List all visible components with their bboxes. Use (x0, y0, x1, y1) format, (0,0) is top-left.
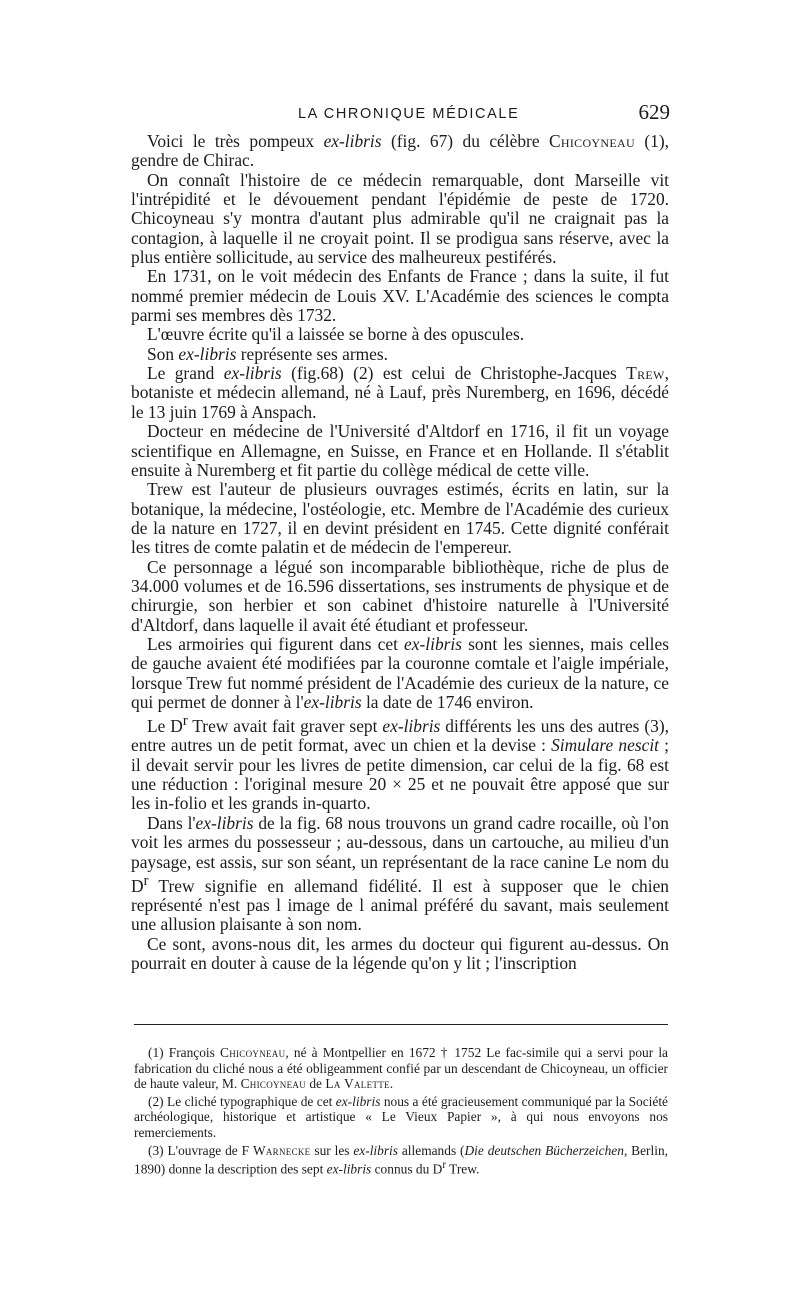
paragraph (131, 267, 669, 325)
text-run: sur les (310, 1142, 354, 1158)
text-run: , botaniste et médecin allemand, né à Lauf, près Nuremberg, en 1696, décédé le 13 juin 1769 à Anspach. (131, 363, 670, 422)
text-run: Voici le très pompeux (147, 131, 324, 151)
small-caps-name: Chicoyneau (548, 131, 635, 151)
superscript: r (442, 1159, 447, 1172)
footnotes (134, 1045, 668, 1179)
text-run: (fig.68) (2) est celui de Christophe-Jacques (281, 363, 627, 384)
text-run: différents les uns des autres (3), entre autres un de petit format, avec un chien et la devise : (131, 716, 670, 756)
text-run: On connaît l'histoire de ce médecin remarquable, dont Marseille vit l'intrépidité et le dévouement pendant l'épidémie de peste de 1720. Chicoyneau s'y montra d'autant plus admirable qu'il ne craignait pas la contagion, à laquelle il ne croyait point. Il se prodigua sans réserve, avec la plus entière sollicitude, au service des malheureux pestiférés. (131, 169, 669, 268)
italic-text: Simulare nescit (551, 735, 659, 756)
text-run: Trew est l'auteur de plusieurs ouvrages estimés, écrits en latin, sur la botanique, la médecine, l'ostéologie, etc. Membre de l'Académie des curieux de la nature en 1727, il en devint président en 1745. Cette dignité conférait les titres de comte palatin et de médecin de l'empereur. (131, 479, 669, 558)
paragraph (131, 635, 669, 712)
italic-text: ex-libris (353, 1142, 398, 1158)
paragraph (131, 712, 669, 814)
text-run: En 1731, on le voit médecin des Enfants de France ; dans la suite, il fut nommé premier médecin de Louis XV. L'Académie des sciences le compta parmi ses membres dès 1732. (131, 266, 669, 326)
text-run: Ce personnage a légué son incomparable bibliothèque, riche de plus de 34.000 volumes et de 16.596 dissertations, ses instruments de physique et de chirurgie, son herbier et son cabinet d'histoire naturelle à l'Université d'Altdorf, dans laquelle il avait été étudiant et professeur. (131, 556, 669, 635)
italic-text: ex-libris (223, 363, 282, 384)
text-run: Trew. (446, 1161, 480, 1177)
italic-text: ex-libris (178, 343, 237, 364)
italic-text: ex-libris (195, 812, 254, 833)
text-run: (1) François (148, 1045, 220, 1060)
text-run: , né à Montpellier en 1672 † 1752 Le fac-simile qui a servi pour la fabrication du cliché nous a été obligeamment confié par un descendant de Chicoyneau, un officier de haute valeur, M. (134, 1045, 668, 1092)
text-run: (fig. 67) du célèbre (381, 131, 549, 151)
italic-text: ex-libris (382, 716, 441, 737)
text-run: ; il devait servir pour les livres de petite dimension, car celui de la fig. 68 est une réduction : l'original mesure 20 × 25 et ne pouvait être apposé que sur les in-folio et les grands in-quarto. (131, 735, 669, 814)
text-run: Ce sont, avons-nous dit, les armes du docteur qui figurent au-dessus. On pourrait en douter à cause de la légende qu'on y lit ; l'inscription (131, 933, 669, 974)
text-run: Les armoiries qui figurent dans cet (147, 633, 405, 654)
text-run: (1), gendre de Chirac. (131, 131, 669, 171)
paragraph (131, 345, 669, 364)
italic-text: ex-libris (404, 633, 463, 654)
small-caps-name: La Valette (325, 1076, 390, 1092)
text-run: Le grand (147, 363, 224, 384)
italic-text: ex-libris (323, 131, 382, 151)
text-run: Trew signifie en allemand fidélité. Il est à supposer que le chien représenté n'est pas l image de l animal préféré du savant, mais seulement une allusion plaisante à son nom. (131, 875, 669, 935)
paragraph (131, 364, 669, 422)
text-run: Trew avait fait graver sept (187, 716, 383, 737)
paragraph (131, 558, 669, 635)
paragraph (131, 325, 669, 344)
text-run: Son (147, 343, 179, 364)
footnote (134, 1045, 668, 1092)
text-run: de (306, 1076, 326, 1092)
page-number: 629 (638, 100, 670, 124)
main-text (131, 132, 669, 973)
paragraph (131, 422, 669, 480)
text-run: . (389, 1076, 394, 1092)
superscript: r (182, 713, 188, 730)
text-run: , Berlin, 1890) donne la description des sept (134, 1142, 668, 1177)
text-run: connus du D (371, 1161, 443, 1177)
text-run: Le D (147, 716, 183, 737)
paragraph (131, 480, 669, 557)
text-run: Dans l' (147, 812, 196, 833)
text-run: L'œuvre écrite qu'il a laissée se borne à des opuscules. (147, 324, 525, 345)
paragraph (131, 171, 669, 268)
paragraph (131, 814, 669, 935)
text-run: Docteur en médecine de l'Université d'Altdorf en 1716, il fit un voyage scientifique en Allemagne, en Suisse, en France et en Hollande. Il s'établit ensuite à Nuremberg et fit partie du collège médical de cette ville. (131, 421, 669, 480)
superscript: r (143, 872, 149, 889)
italic-text: ex-libris (303, 691, 362, 712)
footnote (134, 1094, 668, 1141)
paragraph (131, 935, 669, 974)
text-run: la date de 1746 environ. (361, 691, 534, 712)
text-run: (3) L'ouvrage de F (148, 1142, 253, 1158)
text-run: allemands ( (397, 1142, 465, 1158)
text-run: (2) Le cliché typographique de cet (148, 1093, 336, 1109)
small-caps-name: Trew (626, 363, 665, 384)
italic-text: ex-libris (335, 1093, 381, 1109)
paragraph (131, 132, 669, 171)
text-run: nous a été gracieusement communiqué par la Société archéologique, historique et artistique « Le Vieux Papier », à qui nous envoyons nos remerciements. (134, 1093, 668, 1140)
text-run: représente ses armes. (236, 343, 389, 364)
italic-text: ex-libris (326, 1161, 372, 1177)
text-run: de la fig. 68 nous trouvons un grand cadre rocaille, où l'on voit les armes du possesseur ; au-dessous, dans un cartouche, au milieu d'un paysage, est assis, sur son séant, un représentant de la race canine Le nom du D (131, 812, 669, 896)
italic-text: Die deutschen Bücherzeichen (464, 1142, 624, 1158)
small-caps-name: Chicoyneau (219, 1045, 286, 1060)
small-caps-name: Warnecke (252, 1142, 311, 1158)
page-header (140, 100, 670, 128)
text-run: sont les siennes, mais celles de gauche avaient été modifiées par la couronne comtale et l'aigle impériale, lorsque Trew fut nommé président de l'Académie des curieux de la nature, ce qui permet de donner à l' (131, 633, 669, 712)
footnote-separator (134, 1024, 668, 1025)
running-title: LA CHRONIQUE MÉDICALE (298, 106, 520, 122)
small-caps-name: Chicoyneau (240, 1076, 306, 1092)
footnote (134, 1143, 668, 1178)
